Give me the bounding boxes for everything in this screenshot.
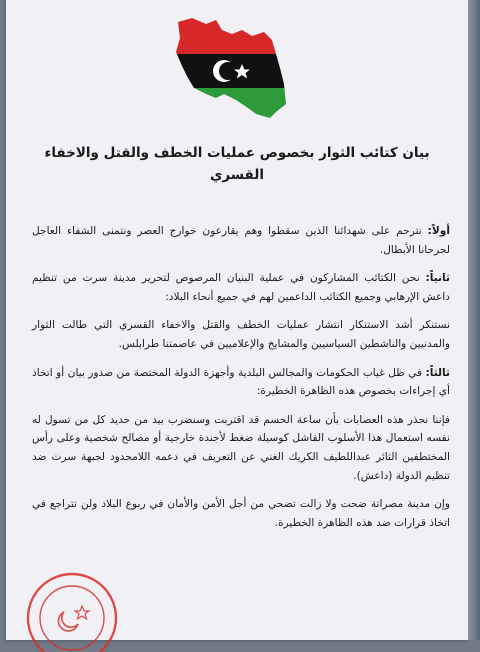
paragraph-4 (32, 364, 450, 401)
paragraph-label: ثانياً: (425, 272, 450, 285)
document-page (6, 0, 468, 640)
paragraph-text: نستنكر أشد الاستنكار انتشار عمليات الخطف والقتل والاخفاء القسري التي طالت الثوار والمدنيين والناشطين السياسيين والمشايخ والإعلاميين في عاصمتنا طرابلس. (32, 319, 450, 350)
official-seal-icon (18, 562, 126, 652)
paragraph-label: ثالثاً: (425, 366, 450, 379)
title-line-2: القسري (210, 167, 264, 183)
paragraph-text: في ظل غياب الحكومات والمجالس البلدية وأجهزة الدولة المختصة من صدور بيان أو اتخاذ أي إجراءات بخصوص هذه الظاهرة الخطيرة: (32, 366, 450, 398)
paragraph-6 (32, 495, 450, 532)
paragraph-1 (32, 222, 450, 259)
page-edge (468, 0, 480, 640)
paragraph-3 (32, 316, 450, 353)
paragraph-text: نحن الكتائب المشاركون في عملية البنيان المرصوص لتحرير مدينة سرت من تنظيم داعش الإرهابي وجميع الكتائب الداعمين لهم في جميع أنحاء البلاد: (32, 272, 450, 303)
paragraph-text: وإن مدينة مصراتة ضحت ولا زالت تضحي من أجل الأمن والأمان في ربوع البلاد ولن تتراجع في اتخاذ قرارات ضد هذه الظاهرة الخطيرة. (32, 498, 450, 529)
paragraph-text: نترحم على شهدائنا الذين سقطوا وهم يقارعون خوارج العصر ونتمنى الشفاء العاجل لجرحانا الأبطال. (32, 225, 450, 256)
title-line-1: بيان كتائب الثوار بخصوص عمليات الخطف والقتل والاخفاء (44, 145, 430, 161)
libya-map-flag-icon (172, 14, 292, 124)
paragraph-label: أولاً: (427, 225, 450, 237)
paragraph-text: فإننا نحذر هذه العصابات بأن ساعة الحسم قد اقتربت وسنضرب بيد من حديد كل من تسول له نفسه استعمال هذا الأسلوب الفاشل كوسيلة ضغط لأجندة خارجية أو مصالح شخصية وعلى رأس المختطفين الثائر عبداللطيف الكريك الغني عن التعريف في دعمه اللامحدود لجبهة سرت ضد تنظيم الدولة (داعش). (32, 413, 450, 482)
statement-title (32, 142, 442, 186)
statement-body (32, 222, 450, 542)
paragraph-2 (32, 269, 450, 306)
paragraph-5 (32, 411, 450, 485)
